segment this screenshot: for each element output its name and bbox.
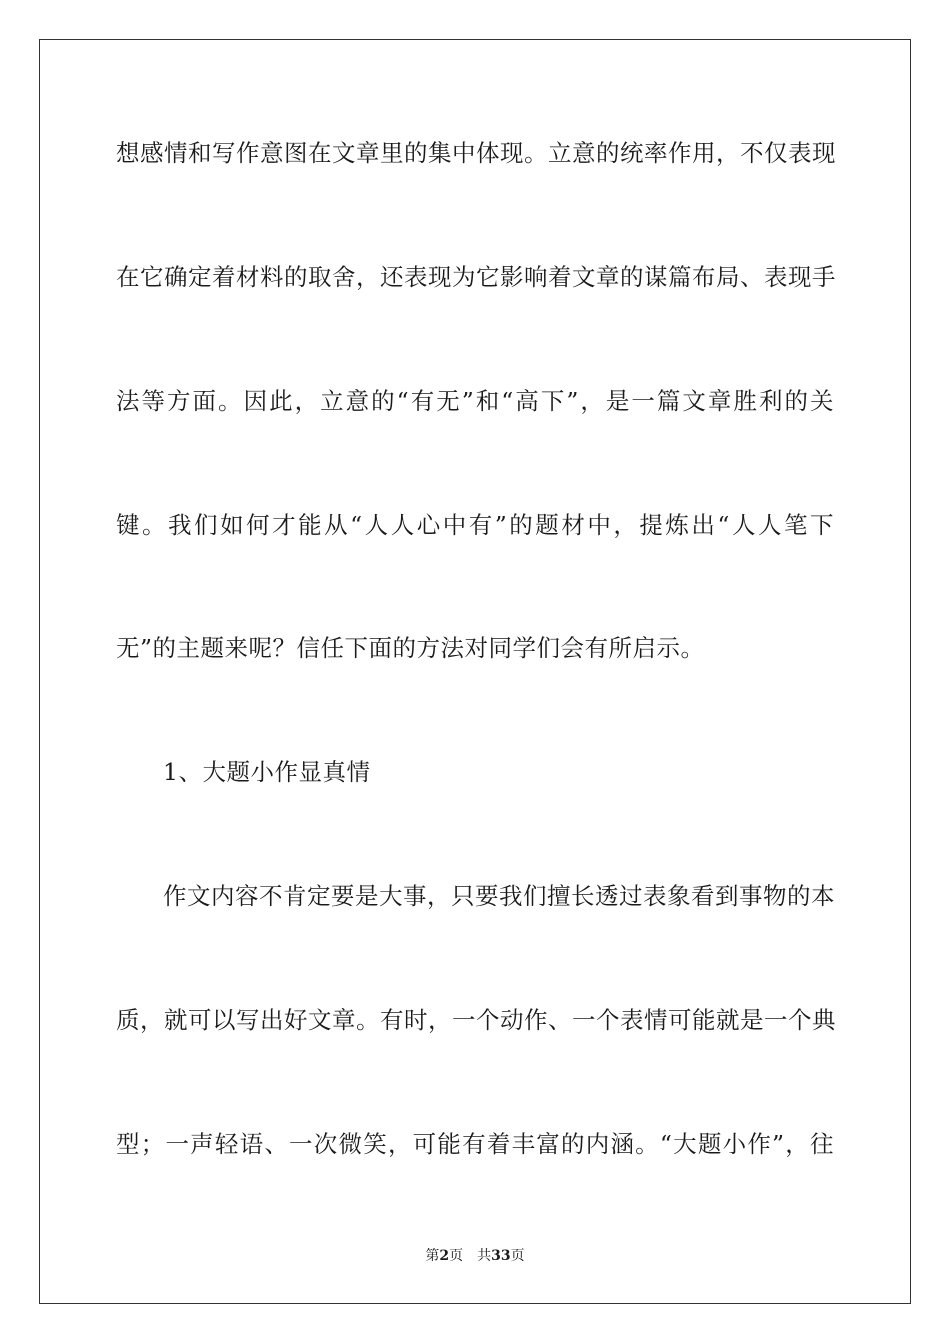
page-suffix: 页 xyxy=(449,1248,464,1264)
total-prefix: 共 xyxy=(477,1248,492,1264)
paragraph-line-2: 在它确定着材料的取舍，还表现为它影响着文章的谋篇布局、表现手 xyxy=(116,263,836,291)
paragraph-line-5: 无”的主题来呢？信任下面的方法对同学们会有所启示。 xyxy=(116,634,705,662)
page-footer xyxy=(0,1247,950,1265)
section-line-2: 质，就可以写出好文章。有时，一个动作、一个表情可能就是一个典 xyxy=(116,1006,836,1034)
page-prefix: 第 xyxy=(425,1248,440,1264)
paragraph-line-3: 法等方面。因此，立意的“有无”和“高下”，是一篇文章胜利的关 xyxy=(116,387,834,415)
section-heading: 1、大题小作显真情 xyxy=(163,758,371,786)
paragraph-line-1: 想感情和写作意图在文章里的集中体现。立意的统率作用，不仅表现 xyxy=(116,139,836,167)
total-pages: 33 xyxy=(491,1248,511,1264)
paragraph-line-4: 键。我们如何才能从“人人心中有”的题材中，提炼出“人人笔下 xyxy=(116,511,834,539)
page-number: 2 xyxy=(439,1248,450,1264)
total-suffix: 页 xyxy=(510,1248,525,1264)
section-line-1: 作文内容不肯定要是大事，只要我们擅长透过表象看到事物的本 xyxy=(163,882,835,910)
page-frame xyxy=(39,39,911,1304)
section-line-3: 型；一声轻语、一次微笑，可能有着丰富的内涵。“大题小作”，往 xyxy=(116,1130,834,1158)
